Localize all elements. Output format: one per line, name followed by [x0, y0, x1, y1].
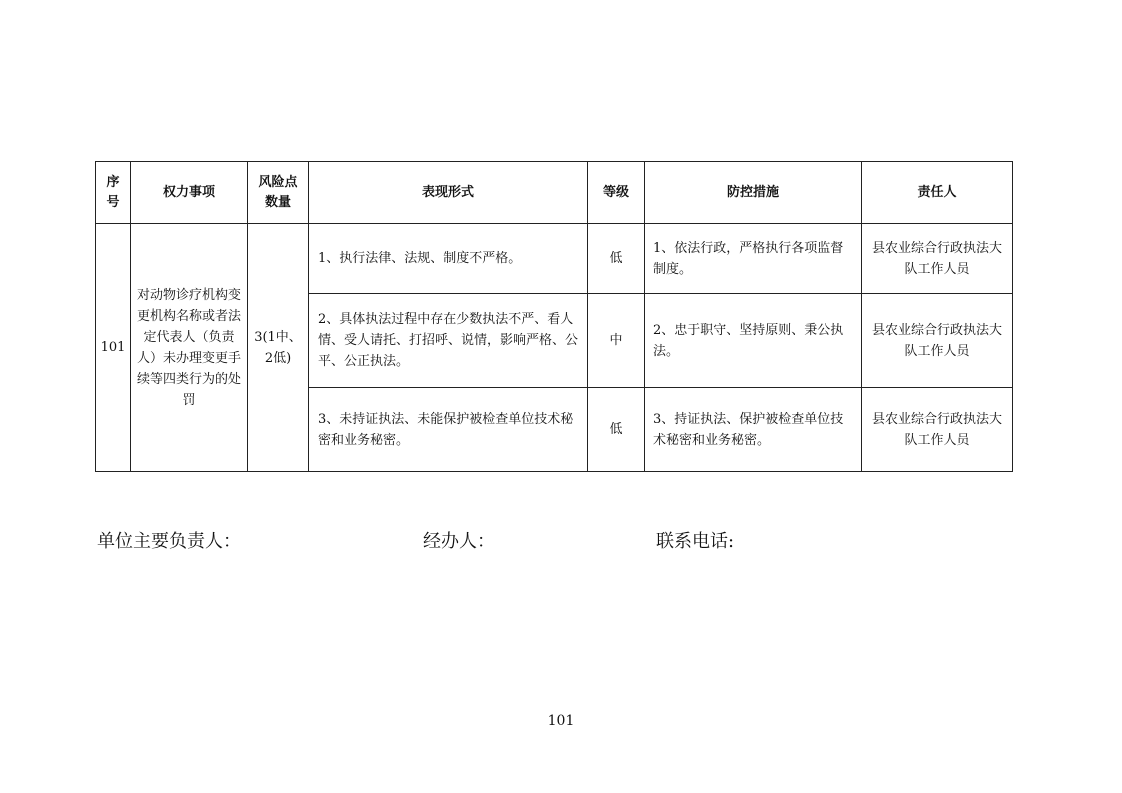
measure-cell: 3、持证执法、保护被检查单位技术秘密和业务秘密。: [645, 388, 862, 472]
header-item: 权力事项: [131, 162, 248, 224]
header-seq: 序号: [96, 162, 131, 224]
manifestation-cell: 2、具体执法过程中存在少数执法不严、看人情、受人请托、打招呼、说情，影响严格、公平、公正执法。: [309, 294, 588, 388]
manifestation-cell: 1、执行法律、法规、制度不严格。: [309, 224, 588, 294]
unit-head-label: 单位主要负责人：: [97, 531, 241, 552]
owner-cell: 县农业综合行政执法大队工作人员: [862, 388, 1013, 472]
header-owner: 责任人: [862, 162, 1013, 224]
measure-cell: 1、依法行政，严格执行各项监督制度。: [645, 224, 862, 294]
level-cell: 中: [588, 294, 645, 388]
owner-cell: 县农业综合行政执法大队工作人员: [862, 224, 1013, 294]
page-number: 101: [547, 713, 575, 729]
handler-label: 经办人：: [423, 531, 495, 552]
header-measures: 防控措施: [645, 162, 862, 224]
level-cell: 低: [588, 224, 645, 294]
table-header-row: [96, 162, 1013, 224]
risk-table: [95, 161, 1013, 472]
header-risk-count: 风险点数量: [248, 162, 309, 224]
item-cell: 对动物诊疗机构变更机构名称或者法定代表人（负责人）未办理变更手续等四类行为的处罚: [131, 224, 248, 472]
table-row: [96, 224, 1013, 294]
owner-cell: 县农业综合行政执法大队工作人员: [862, 294, 1013, 388]
phone-label: 联系电话:: [656, 531, 735, 552]
manifestation-cell: 3、未持证执法、未能保护被检查单位技术秘密和业务秘密。: [309, 388, 588, 472]
seq-cell: 101: [96, 224, 131, 472]
risk-count-cell: 3(1中、2低): [248, 224, 309, 472]
measure-cell: 2、忠于职守、坚持原则、秉公执法。: [645, 294, 862, 388]
header-level: 等级: [588, 162, 645, 224]
level-cell: 低: [588, 388, 645, 472]
header-manifestation: 表现形式: [309, 162, 588, 224]
